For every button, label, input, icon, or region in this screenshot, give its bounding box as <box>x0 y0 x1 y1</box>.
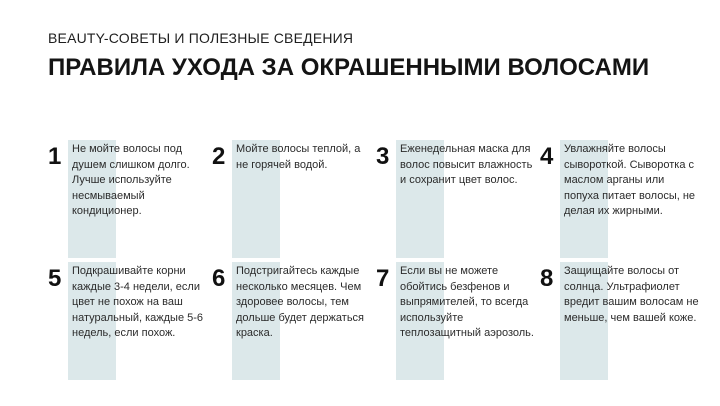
tip-number: 4 <box>540 143 554 170</box>
tip-text: Не мойте волосы под душем слишком долго. Лучше используйте несмываемый кондиционер. <box>72 143 190 217</box>
tip-card-1 <box>48 140 210 260</box>
tip-text: Еженедельная маска для волос повысит влажность и сохранит цвет волос. <box>400 143 533 186</box>
tip-text: Подкрашивайте корни каждые 3-4 недели, если цвет не похож на ваш натуральный, каждые 5-6 недель, если похож. <box>72 265 204 339</box>
tip-card-4 <box>540 140 702 260</box>
page-title: ПРАВИЛА УХОДА ЗА ОКРАШЕННЫМИ ВОЛОСАМИ <box>48 54 650 81</box>
tip-text: Если вы не можете обойтись безфенов и выпрямителей, то всегда используйте теплозащитный аэрозоль. <box>400 265 534 339</box>
eyebrow-label: BEAUTY-СОВЕТЫ И ПОЛЕЗНЫЕ СВЕДЕНИЯ <box>48 30 354 46</box>
tip-card-2 <box>212 140 374 260</box>
tip-text: Защищайте волосы от солнца. Ультрафиолет вредит вашим волосам не меньше, чем вашей коже. <box>564 265 699 324</box>
tip-card-8 <box>540 262 702 382</box>
tip-number: 3 <box>376 143 390 170</box>
tip-card-6 <box>212 262 374 382</box>
tip-number: 8 <box>540 265 554 292</box>
tip-text: Подстригайтесь каждые несколько месяцев. Чем здоровее волосы, тем дольше будет держаться краска. <box>236 265 365 339</box>
tip-number: 5 <box>48 265 62 292</box>
tip-number: 7 <box>376 265 390 292</box>
tip-card-3 <box>376 140 538 260</box>
tip-text: Мойте волосы теплой, а не горячей водой. <box>236 143 361 171</box>
tip-number: 6 <box>212 265 226 292</box>
tip-text: Увлажняйте волосы сывороткой. Сыворотка с маслом арганы или попуха питает волосы, не делая их жирными. <box>564 143 696 217</box>
tip-number: 2 <box>212 143 226 170</box>
tip-card-5 <box>48 262 210 382</box>
tip-card-7 <box>376 262 538 382</box>
tip-number: 1 <box>48 143 62 170</box>
